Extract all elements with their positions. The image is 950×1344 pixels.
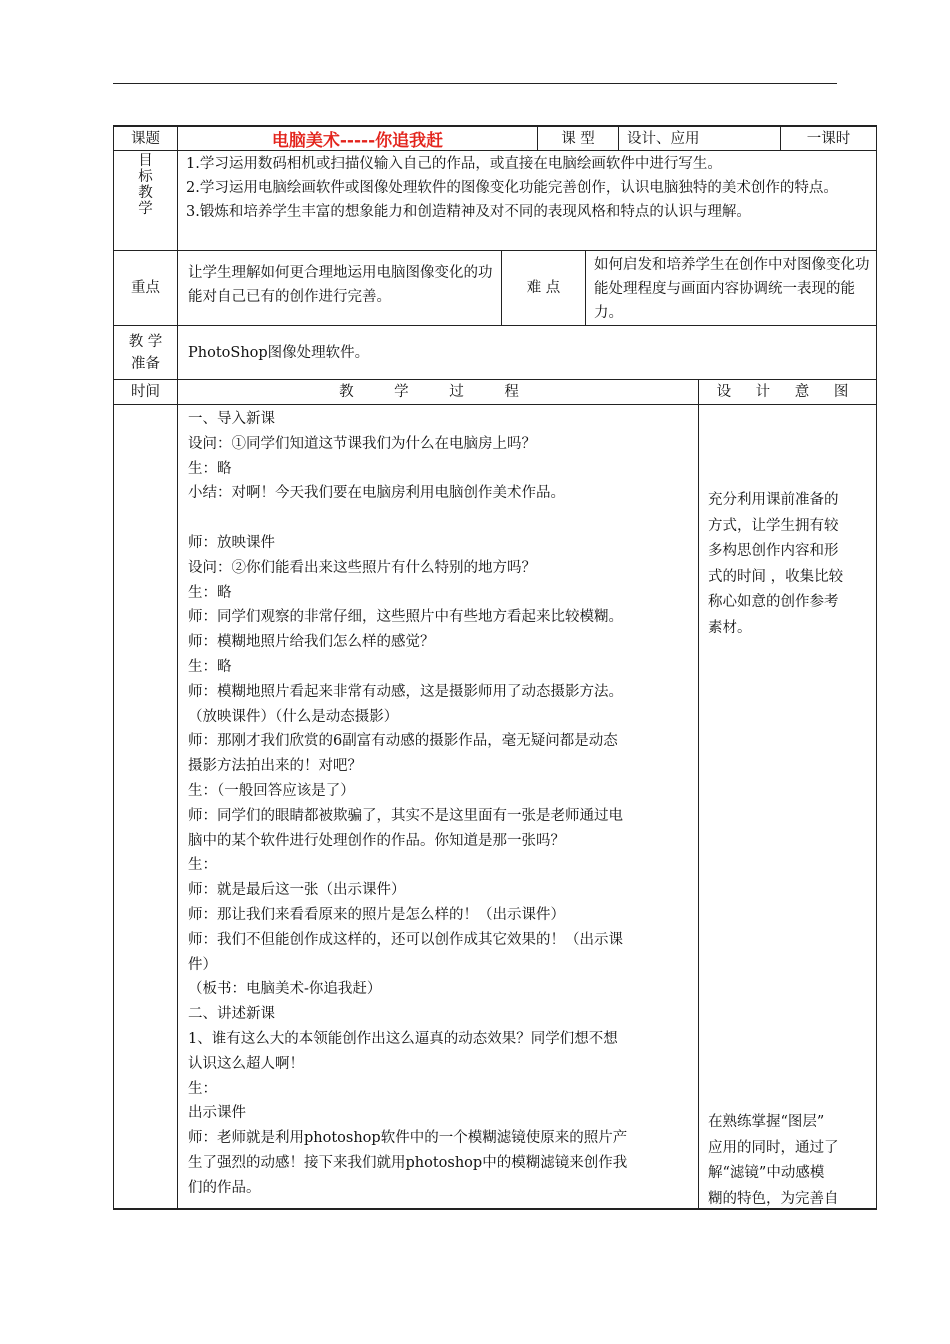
process-line-24: （板书：电脑美术-你追我赶） (188, 981, 382, 998)
preparation-text: PhotoShop图像处理软件。 (188, 345, 370, 361)
process-header-cell (177, 379, 699, 405)
process-line-31: 生了强烈的动感！接下来我们就用photoshop中的模糊滤镜来创作我 (188, 1154, 628, 1171)
process-line-29: 出示课件 (188, 1105, 246, 1122)
process-line-9: 师：同学们观察的非常仔细，这些照片中有些地方看起来比较模糊。 (188, 609, 623, 626)
ke-xing-value-cell (618, 125, 781, 151)
intent-note-1-line-1: 充分利用课前准备的 (708, 492, 839, 508)
process-line-8: 生：略 (188, 584, 232, 601)
objectives-label-1: 目 (138, 153, 153, 169)
process-line-28: 生： (188, 1080, 217, 1097)
objectives-label-2: 标 (138, 169, 153, 185)
process-line-4: 小结：对啊！今天我们要在电脑房利用电脑创作美术作品。 (188, 485, 565, 502)
header-rule (113, 83, 837, 84)
preparation-text-cell (177, 325, 877, 380)
zhong-dian-text-cell (177, 250, 502, 326)
intent-note-2-line-4: 糊的特色，为完善自 (708, 1190, 839, 1207)
process-line-11: 生：略 (188, 658, 232, 675)
preparation-label-2: 准备 (131, 355, 160, 372)
zhong-dian-label-cell (113, 250, 178, 326)
intent-note-2 (708, 1110, 872, 1210)
process-line-13: （放映课件）（什么是动态摄影） (188, 708, 399, 725)
process-line-6: 师：放映课件 (188, 534, 275, 551)
process-line-16: 生：（一般回答应该是了） (188, 782, 355, 799)
process-line-26: 1、谁有这么大的本领能创作出这么逼真的动态效果？同学们想不想 (188, 1030, 618, 1047)
intent-note-1 (708, 488, 872, 641)
intent-note-2-line-3: 解“滤镜”中动感模 (708, 1165, 825, 1181)
zhong-dian-text: 让学生理解如何更合理地运用电脑图像变化的功能对自己已有的创作进行完善。 (188, 265, 493, 305)
process-line-15: 摄影方法拍出来的！对吧？ (188, 758, 362, 775)
intent-note-1-line-5: 称心如意的创作参考 (708, 594, 839, 610)
intent-note-1-line-6: 素材。 (708, 619, 752, 636)
objectives-label-4: 学 (138, 201, 153, 217)
intent-note-1-line-4: 式的时间 ，收集比较 (708, 568, 844, 585)
process-line-18: 脑中的某个软件进行处理创作的作品。你知道是那一张吗？ (188, 832, 565, 849)
nan-dian-text-cell (585, 250, 877, 326)
process-body-cell (177, 404, 699, 1210)
time-header-cell (113, 379, 178, 405)
process-line-22: 师：我们不但能创作成这样的，还可以创作成其它效果的！（出示课 (188, 931, 623, 948)
intent-body-cell (698, 404, 877, 1210)
lesson-title: 电脑美术-----你追我赶 (271, 131, 444, 151)
process-line-3: 生：略 (188, 460, 232, 477)
preparation-label-cell (113, 325, 178, 380)
preparation-label-1: 教 学 (128, 333, 163, 350)
process-line-17: 师：同学们的眼睛都被欺骗了，其实不是这里面有一张是老师通过电 (188, 807, 623, 824)
objectives-label-cell (113, 150, 178, 251)
intent-note-1-line-2: 方式，让学生拥有较 (708, 517, 839, 534)
objective-item-2: 2.学习运用电脑绘画软件或图像处理软件的图像变化功能完善创作，认识电脑独特的美术创作的特点。 (186, 180, 838, 196)
objectives-content-cell (177, 150, 877, 251)
intent-note-1-line-3: 多构思创作内容和形 (708, 543, 839, 559)
title-cell (177, 125, 538, 151)
ke-xing-label-cell (537, 125, 619, 151)
process-line-12: 师：模糊地照片看起来非常有动感，这是摄影师用了动态摄影方法。 (188, 683, 623, 700)
process-line-23: 件） (188, 956, 217, 973)
time-header: 时间 (131, 384, 160, 400)
intent-header-cell (698, 379, 877, 405)
process-line-25: 二、讲述新课 (188, 1006, 275, 1023)
ke-ti-label: 课题 (131, 130, 160, 147)
process-line-5 (188, 506, 692, 531)
process-line-21: 师：那让我们来看看原来的照片是怎么样的！（出示课件） (188, 906, 565, 923)
process-line-20: 师：就是最后这一张（出示课件） (188, 882, 406, 899)
intent-header: 设 计 意 图 (716, 384, 859, 400)
ke-ti-label-cell (113, 125, 178, 151)
process-line-32: 们的作品。 (188, 1179, 261, 1196)
intent-note-2-line-2: 应用的同时，通过了 (708, 1139, 839, 1156)
nan-dian-label: 难 点 (526, 280, 561, 296)
process-line-1: 一、导入新课 (188, 411, 275, 427)
process-line-2: 设问：①同学们知道这节课我们为什么在电脑房上吗？ (188, 435, 536, 452)
zhong-dian-label: 重点 (131, 280, 160, 296)
periods-cell (780, 125, 877, 151)
ke-xing-label: 课 型 (561, 130, 595, 147)
process-line-10: 师：模糊地照片给我们怎么样的感觉？ (188, 634, 435, 651)
periods-value: 一课时 (806, 130, 851, 147)
process-header: 教 学 过 程 (339, 384, 537, 400)
time-body-cell (113, 404, 178, 1210)
process-line-7: 设问：②你们能看出来这些照片有什么特别的地方吗？ (188, 559, 536, 576)
intent-note-2-line-1: 在熟练掌握“图层” (708, 1114, 825, 1130)
process-line-19: 生： (188, 857, 217, 874)
objectives-label-3: 教 (138, 185, 153, 201)
process-line-14: 师：那刚才我们欣赏的6副富有动感的摄影作品，毫无疑问都是动态 (188, 733, 618, 750)
objective-item-1: 1.学习运用数码相机或扫描仪输入自己的作品，或直接在电脑绘画软件中进行写生。 (186, 156, 722, 172)
nan-dian-label-cell (501, 250, 586, 326)
process-line-30: 师：老师就是利用photoshop软件中的一个模糊滤镜使原来的照片产 (188, 1130, 628, 1147)
nan-dian-text: 如何启发和培养学生在创作中对图像变化功能处理程度与画面内容协调统一表现的能力。 (594, 257, 870, 321)
ke-xing-value: 设计、应用 (627, 130, 700, 147)
process-line-27: 认识这么超人啊！ (188, 1055, 304, 1072)
objective-item-3: 3.锻炼和培养学生丰富的想象能力和创造精神及对不同的表现风格和特点的认识与理解。 (186, 204, 751, 220)
